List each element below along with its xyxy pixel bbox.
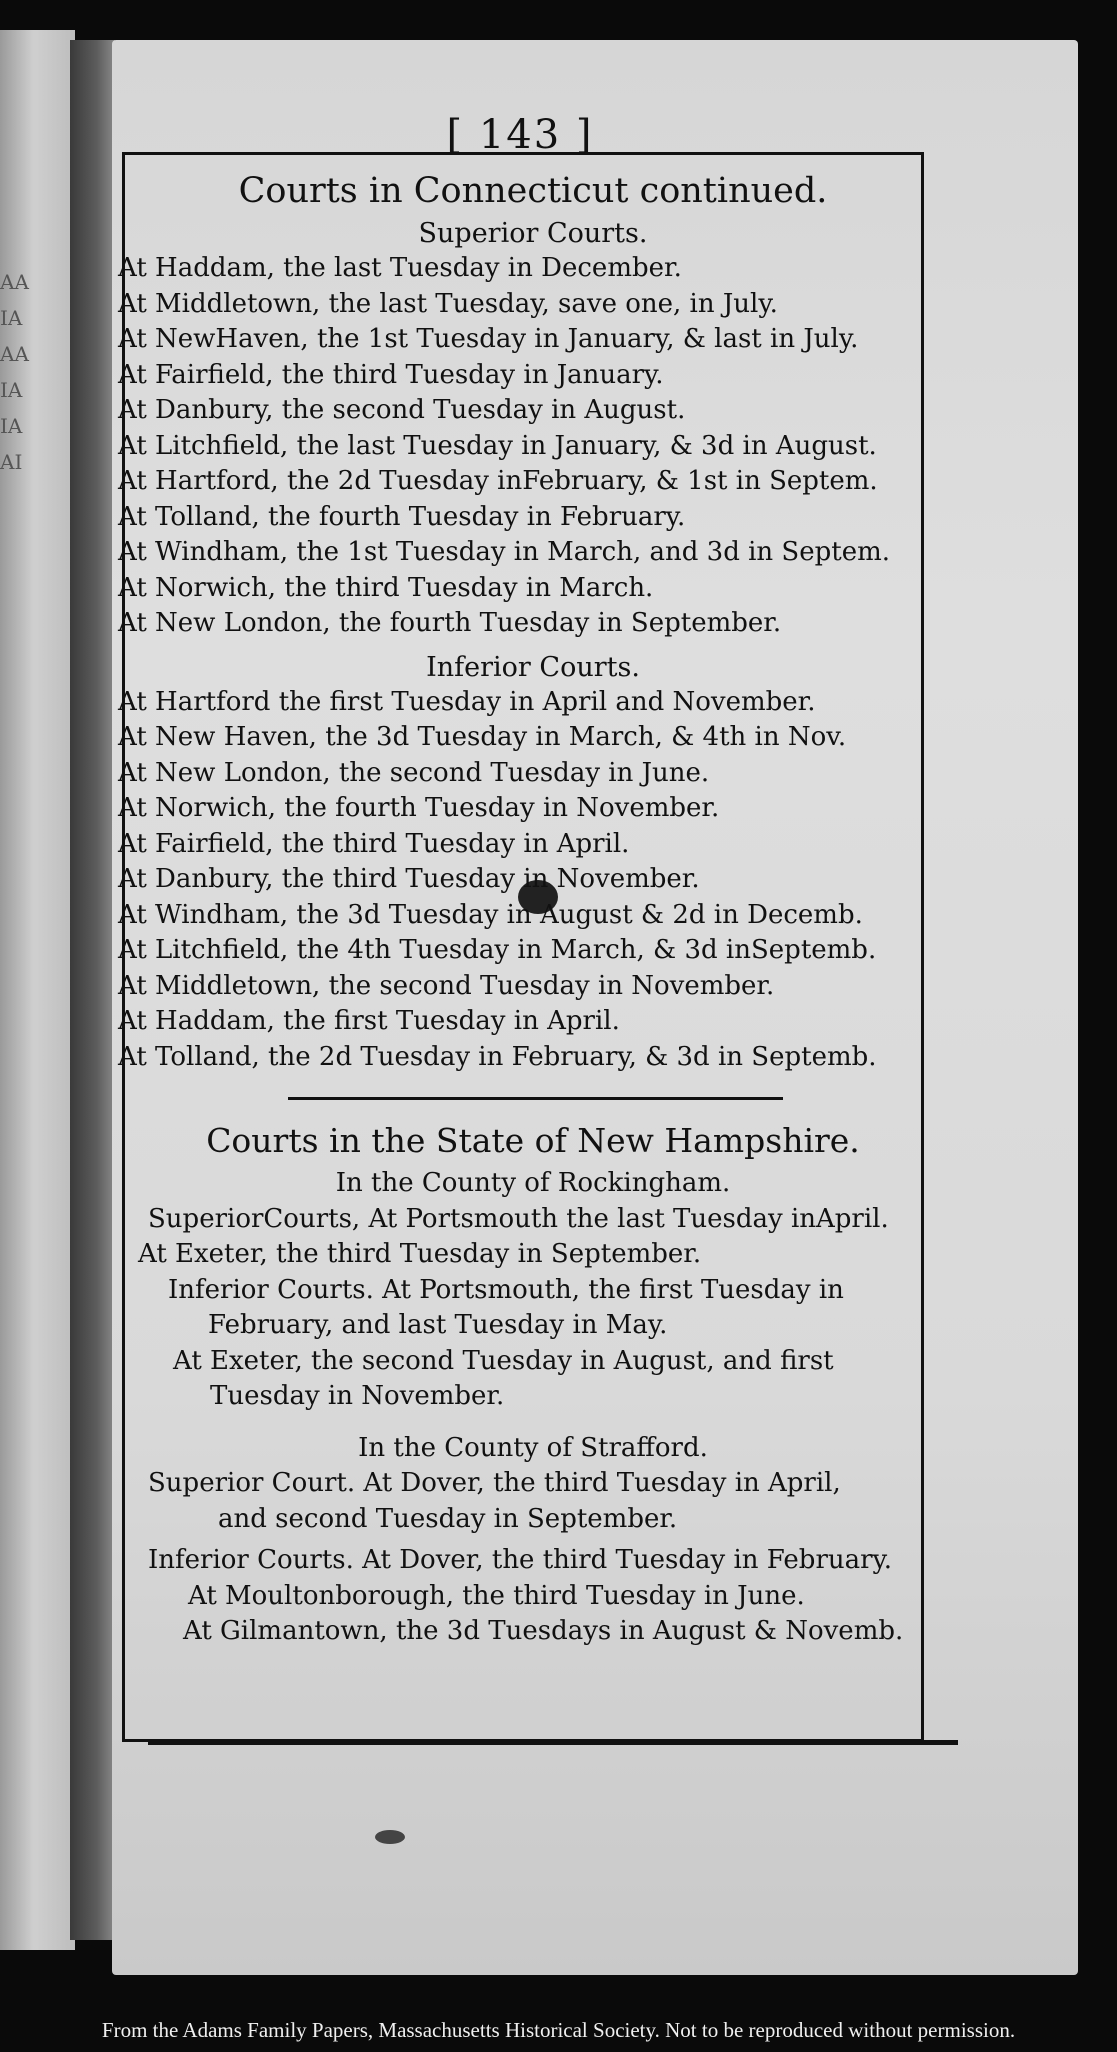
new-hampshire-heading: Courts in the State of New Hampshire.	[206, 1121, 860, 1160]
book-gutter	[70, 40, 115, 1940]
facing-page-fragment: IA	[0, 306, 23, 330]
court-line: At Exeter, the third Tuesday in September.	[138, 1239, 702, 1269]
superior-court-line: At Middletown, the last Tuesday, save one, in July.	[118, 288, 778, 319]
court-line: At Exeter, the second Tuesday in August, and first	[173, 1345, 834, 1376]
county-heading: In the County of Rockingham.	[335, 1168, 731, 1198]
inferior-court-line: At Haddam, the first Tuesday in April.	[118, 1006, 620, 1036]
inferior-court-line: At New London, the second Tuesday in June.	[118, 757, 710, 788]
court-line: Superior Court. At Dover, the third Tuesday in April,	[148, 1468, 841, 1498]
facing-page-fragment: IA	[0, 414, 23, 438]
court-line: Inferior Courts. At Dover, the third Tuesday in February.	[148, 1545, 893, 1575]
facing-page-fragment: AI	[0, 450, 23, 474]
court-line: At Gilmantown, the 3d Tuesdays in August & Novemb.	[183, 1616, 904, 1646]
facing-page-fragment: IA	[0, 378, 23, 402]
superior-court-line: At Fairfield, the third Tuesday in January.	[118, 359, 664, 390]
copyright-footer: From the Adams Family Papers, Massachusetts Historical Society. Not to be reproduced without permission.	[101, 2018, 1016, 2042]
superior-court-line: At New London, the fourth Tuesday in September.	[118, 608, 782, 638]
facing-page-fragment: AA	[0, 342, 29, 366]
inferior-court-line: At Danbury, the third Tuesday in November.	[118, 864, 700, 894]
court-line: SuperiorCourts, At Portsmouth the last Tuesday inApril.	[148, 1203, 889, 1234]
superior-courts-heading: Superior Courts.	[418, 218, 648, 249]
court-line: February, and last Tuesday in May.	[208, 1310, 668, 1340]
page-content	[118, 168, 948, 1650]
inferior-court-line: At Middletown, the second Tuesday in November.	[118, 970, 775, 1001]
superior-court-line: At Tolland, the fourth Tuesday in February.	[118, 501, 686, 532]
inferior-court-line: At Hartford the first Tuesday in April and November.	[118, 686, 816, 717]
facing-page-fragment: AA	[0, 270, 29, 294]
superior-court-line: At Haddam, the last Tuesday in December.	[118, 253, 682, 283]
county-heading: In the County of Strafford.	[358, 1432, 708, 1463]
section-divider	[288, 1097, 783, 1100]
inferior-court-line: At Norwich, the fourth Tuesday in November.	[118, 793, 720, 823]
superior-court-line: At Windham, the 1st Tuesday in March, and 3d in Septem.	[118, 537, 891, 567]
superior-court-line: At Norwich, the third Tuesday in March.	[118, 572, 654, 603]
ink-speck	[375, 1830, 405, 1844]
superior-court-line: At Litchfield, the last Tuesday in January, & 3d in August.	[118, 430, 877, 461]
inferior-court-line: At Tolland, the 2d Tuesday in February, & 3d in Septemb.	[118, 1041, 877, 1072]
connecticut-heading: Courts in Connecticut continued.	[238, 171, 828, 211]
court-line: At Moultonborough, the third Tuesday in June.	[188, 1580, 805, 1611]
inferior-courts-heading: Inferior Courts.	[426, 651, 640, 683]
superior-court-line: At Hartford, the 2d Tuesday inFebruary, & 1st in Septem.	[118, 466, 878, 496]
court-line: Tuesday in November.	[210, 1381, 505, 1411]
inferior-court-line: At New Haven, the 3d Tuesday in March, & 4th in Nov.	[118, 722, 847, 752]
court-line: Inferior Courts. At Portsmouth, the first Tuesday in	[168, 1274, 844, 1305]
inferior-court-line: At Windham, the 3d Tuesday in August & 2d in Decemb.	[118, 899, 863, 930]
superior-court-line: At NewHaven, the 1st Tuesday in January, & last in July.	[118, 324, 859, 354]
court-line: and second Tuesday in September.	[218, 1503, 678, 1534]
page-number: [ 143 ]	[446, 112, 594, 158]
facing-page-edge	[0, 30, 75, 1950]
inferior-court-line: At Litchfield, the 4th Tuesday in March, & 3d inSeptemb.	[118, 935, 877, 965]
inferior-court-line: At Fairfield, the third Tuesday in April.	[118, 828, 630, 859]
superior-court-line: At Danbury, the second Tuesday in August.	[118, 395, 686, 425]
frame-bottom-rule	[148, 1740, 958, 1745]
